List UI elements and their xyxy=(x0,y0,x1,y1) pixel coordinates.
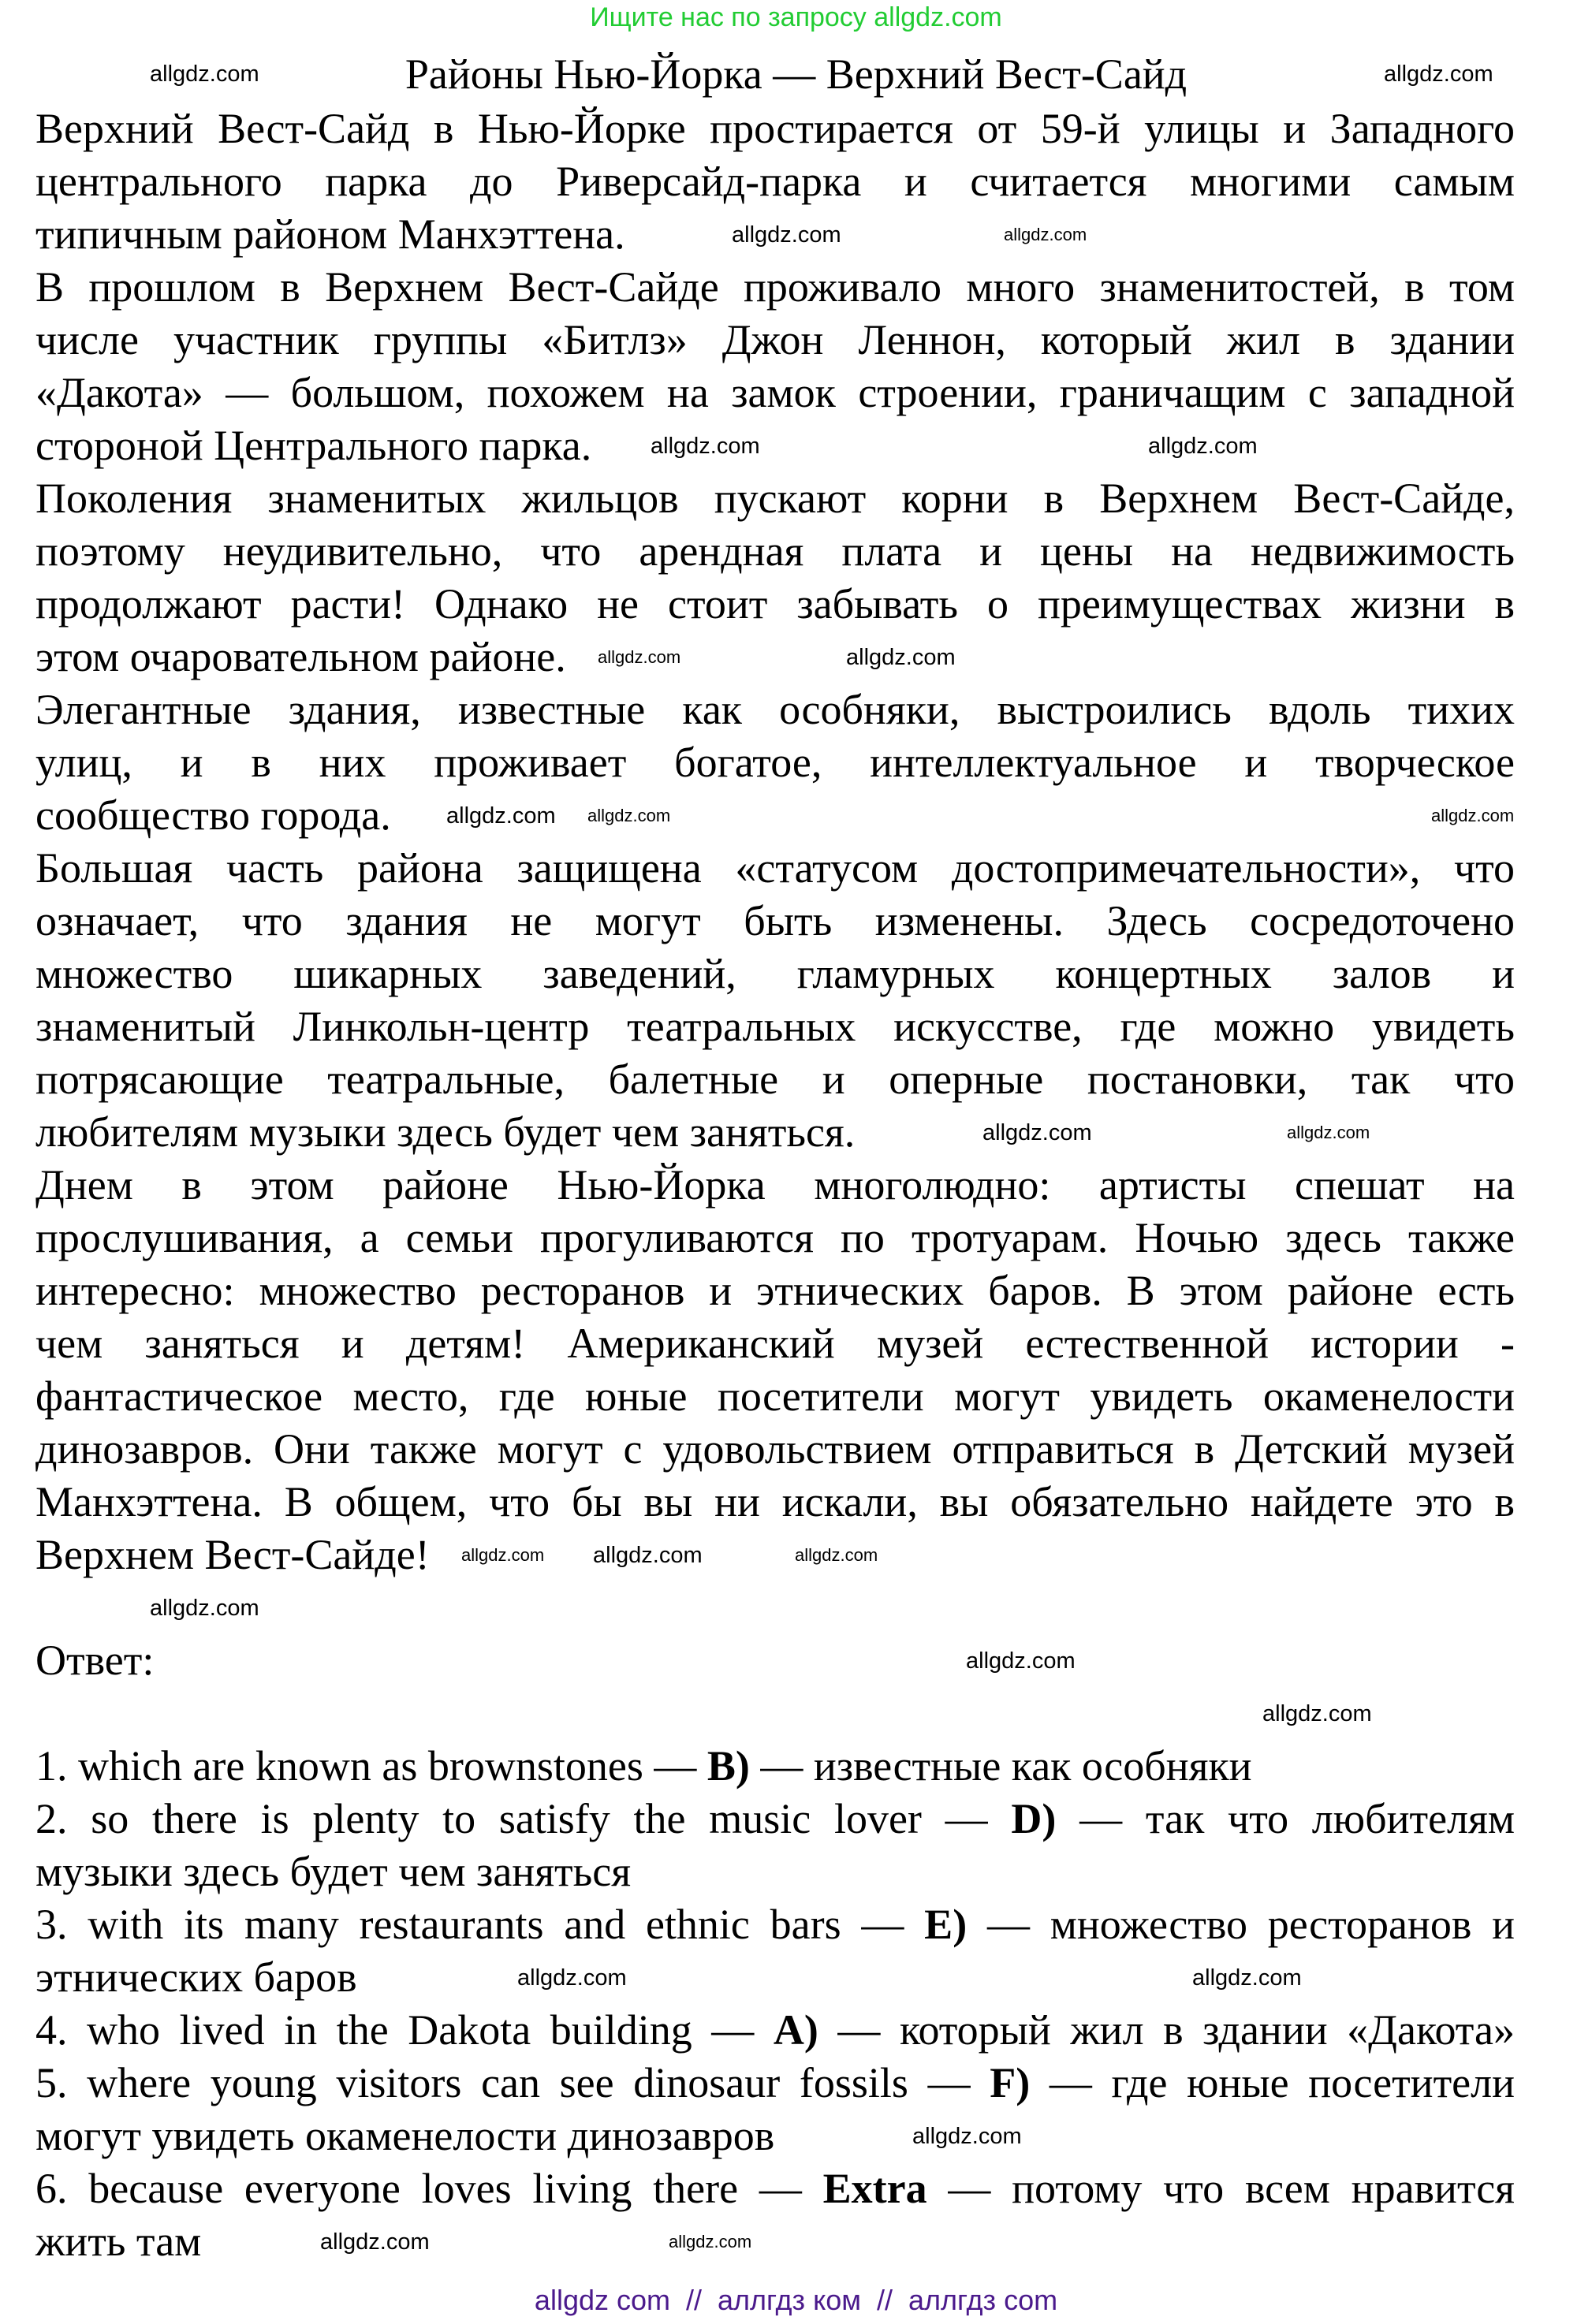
page-title-text: Районы Нью-Йорка — Верхний Вест-Сайд xyxy=(405,50,1187,98)
text-line xyxy=(35,1212,1515,1264)
text-segment: — где юные посетители xyxy=(1030,2059,1515,2106)
text-line xyxy=(35,1053,1515,1106)
text-line-content xyxy=(35,1531,430,1578)
text-line xyxy=(35,2215,1515,2268)
text-line-content xyxy=(35,1795,1515,1842)
text-segment: — известные как особняки xyxy=(749,1742,1252,1790)
text-line-content xyxy=(35,1901,1515,1948)
text-segment: 5. where young visitors can see dinosaur fossils — xyxy=(35,2059,990,2106)
text-line-content xyxy=(35,2059,1515,2106)
watermark: allgdz.com xyxy=(982,1120,1092,1145)
text-segment: Манхэттена. В общем, что бы вы ни искали, вы обязательно найдете это в xyxy=(35,1478,1515,1525)
watermark: allgdz.com xyxy=(732,222,841,248)
text-line-content xyxy=(35,633,566,680)
text-line xyxy=(35,842,1515,895)
text-line xyxy=(35,1159,1515,1212)
text-segment: фантастическое место, где юные посетители могут увидеть окаменелости xyxy=(35,1372,1515,1420)
text-segment: этнических баров xyxy=(35,1953,357,2001)
text-segment: Верхнем Вест-Сайде! xyxy=(35,1531,430,1578)
text-segment: В прошлом в Верхнем Вест-Сайде проживало много знаменитостей, в том xyxy=(35,263,1515,311)
text-line xyxy=(35,2004,1515,2057)
text-line-content xyxy=(35,263,1515,311)
text-segment: 1. which are known as brownstones — xyxy=(35,1742,707,1790)
answer-letter: B) xyxy=(707,1742,750,1790)
watermark: allgdz.com xyxy=(795,1545,878,1565)
text-segment: чем заняться и детям! Американский музей естественной истории - xyxy=(35,1320,1515,1367)
text-line-content xyxy=(35,580,1515,628)
text-segment: означает, что здания не могут быть изменены. Здесь сосредоточено xyxy=(35,897,1515,944)
footer-links: allgdz com // аллгдз ком // аллгдз com xyxy=(534,2284,1058,2316)
text-line xyxy=(35,1370,1515,1423)
text-line-content xyxy=(35,1953,357,2001)
text-line-content xyxy=(35,422,591,469)
text-line xyxy=(35,1898,1515,1951)
text-line xyxy=(35,1423,1515,1476)
watermark: allgdz.com xyxy=(1287,1123,1370,1142)
text-line-content xyxy=(35,686,1515,733)
text-line-content xyxy=(35,369,1515,416)
document-body xyxy=(35,102,1515,2268)
text-line-content xyxy=(35,2165,1515,2212)
text-line xyxy=(35,472,1515,525)
text-line xyxy=(35,1634,1515,1687)
text-segment: 6. because everyone loves living there — xyxy=(35,2165,823,2212)
text-segment: Днем в этом районе Нью-Йорка многолюдно: артисты спешат на xyxy=(35,1161,1515,1209)
watermark: allgdz.com xyxy=(446,803,556,829)
text-segment: поэтому неудивительно, что арендная плата и цены на недвижимость xyxy=(35,527,1515,575)
answer-letter: Extra xyxy=(822,2165,927,2212)
watermark: allgdz.com xyxy=(320,2229,430,2255)
text-segment: улиц, и в них проживает богатое, интеллектуальное и творческое xyxy=(35,739,1515,786)
watermark: allgdz.com xyxy=(1192,1965,1302,1991)
text-segment: продолжают расти! Однако не стоит забывать о преимуществах жизни в xyxy=(35,580,1515,628)
text-segment: сообщество города. xyxy=(35,791,391,839)
watermark: allgdz.com xyxy=(846,645,956,670)
text-line xyxy=(35,631,1515,683)
text-line-content xyxy=(35,791,391,839)
text-line xyxy=(35,1793,1515,1845)
text-segment: — потому что всем нравится xyxy=(926,2165,1516,2212)
text-line xyxy=(35,895,1515,948)
watermark: allgdz.com xyxy=(150,61,259,87)
text-line-content xyxy=(35,2006,1515,2054)
text-segment: типичным районом Манхэттена. xyxy=(35,210,625,258)
text-line-content xyxy=(35,739,1515,786)
text-segment: этом очаровательном районе. xyxy=(35,633,566,680)
text-segment: «Дакота» — большом, похожем на замок строении, граничащим с западной xyxy=(35,369,1515,416)
text-segment: 4. who lived in the Dakota building — xyxy=(35,2006,774,2054)
watermark: allgdz.com xyxy=(150,1596,259,1621)
text-line xyxy=(35,102,1515,155)
text-line xyxy=(35,1264,1515,1317)
text-line-content xyxy=(35,210,625,258)
text-line-content xyxy=(35,1848,631,1895)
text-segment: — который жил в здании «Дакота» xyxy=(818,2006,1515,2054)
text-line-content xyxy=(35,316,1515,363)
answer-letter: D) xyxy=(1011,1795,1057,1842)
text-segment: Верхний Вест-Сайд в Нью-Йорке простирается от 59-й улицы и Западного xyxy=(35,105,1515,152)
promo-banner xyxy=(0,0,1592,35)
watermark: allgdz.com xyxy=(1431,806,1515,825)
watermark: allgdz.com xyxy=(912,2124,1022,2149)
watermark: allgdz.com xyxy=(517,1965,627,1991)
text-segment: жить там xyxy=(35,2218,202,2265)
text-line xyxy=(35,1845,1515,1898)
text-line-content xyxy=(35,1161,1515,1209)
text-line xyxy=(35,683,1515,736)
watermark: allgdz.com xyxy=(651,434,760,459)
answer-letter: E) xyxy=(924,1901,968,1948)
text-line-content xyxy=(35,897,1515,944)
watermark: allgdz.com xyxy=(1262,1701,1372,1726)
text-line-content xyxy=(35,2112,774,2159)
text-segment: числе участник группы «Битлз» Джон Леннон, который жил в здании xyxy=(35,316,1515,363)
watermark: allgdz.com xyxy=(669,2232,752,2251)
text-segment: — множество ресторанов и xyxy=(967,1901,1515,1948)
text-line-content xyxy=(35,1267,1515,1314)
text-segment: 2. so there is plenty to satisfy the music lover — xyxy=(35,1795,1012,1842)
answer-letter: F) xyxy=(990,2059,1031,2106)
text-line xyxy=(35,155,1515,208)
watermark: allgdz.com xyxy=(1004,225,1087,244)
watermark: allgdz.com xyxy=(598,647,681,667)
watermark: allgdz.com xyxy=(461,1545,545,1565)
text-line-content xyxy=(35,475,1515,522)
text-line xyxy=(35,367,1515,419)
watermark: allgdz.com xyxy=(1148,434,1258,459)
text-line-content xyxy=(35,158,1515,205)
text-line-content xyxy=(35,1478,1515,1525)
answer-letter: A) xyxy=(773,2006,818,2054)
promo-text: Ищите нас по запросу allgdz.com xyxy=(590,2,1002,32)
text-line xyxy=(35,578,1515,631)
text-line xyxy=(35,736,1515,789)
watermark: allgdz.com xyxy=(1384,61,1493,87)
text-line xyxy=(35,314,1515,367)
text-segment: любителям музыки здесь будет чем заняться. xyxy=(35,1108,856,1156)
text-segment: центрального парка до Риверсайд-парка и считается многими самым xyxy=(35,158,1515,205)
text-line xyxy=(35,261,1515,314)
text-segment: знаменитый Линкольн-центр театральных искусстве, где можно увидеть xyxy=(35,1003,1515,1050)
watermark: allgdz.com xyxy=(587,806,671,825)
text-segment: 3. with its many restaurants and ethnic bars — xyxy=(35,1901,925,1948)
text-line xyxy=(35,1740,1515,1793)
text-line xyxy=(35,1529,1515,1581)
text-line xyxy=(35,948,1515,1000)
text-line-content xyxy=(35,1372,1515,1420)
text-segment: Поколения знаменитых жильцов пускают корни в Верхнем Вест-Сайде, xyxy=(35,475,1515,522)
watermark: allgdz.com xyxy=(593,1543,703,1568)
text-segment: динозавров. Они также могут с удовольствием отправиться в Детский музей xyxy=(35,1425,1515,1473)
text-line-content xyxy=(35,844,1515,892)
text-segment: множество шикарных заведений, гламурных концертных залов и xyxy=(35,950,1515,997)
watermark: allgdz.com xyxy=(966,1648,1076,1674)
text-line-content xyxy=(35,1003,1515,1050)
text-segment: — так что любителям xyxy=(1056,1795,1515,1842)
text-segment: потрясающие театральные, балетные и оперные постановки, так что xyxy=(35,1056,1515,1103)
text-segment: музыки здесь будет чем заняться xyxy=(35,1848,632,1895)
text-line-content xyxy=(35,527,1515,575)
text-line xyxy=(35,1000,1515,1053)
text-line-content xyxy=(35,105,1515,152)
text-line xyxy=(35,789,1515,842)
text-line xyxy=(35,2110,1515,2162)
text-line-content xyxy=(35,1742,1252,1790)
text-segment: Большая часть района защищена «статусом достопримечательности», что xyxy=(35,844,1515,892)
text-segment: могут увидеть окаменелости динозавров xyxy=(35,2112,775,2159)
text-line-content xyxy=(35,950,1515,997)
text-segment: интересно: множество ресторанов и этнических баров. В этом районе есть xyxy=(35,1267,1515,1314)
text-line xyxy=(35,1476,1515,1529)
text-line xyxy=(35,2057,1515,2110)
text-line-content xyxy=(35,1425,1515,1473)
text-line xyxy=(35,419,1515,472)
text-line xyxy=(35,2162,1515,2215)
text-line-content xyxy=(35,1637,154,1684)
text-line-content xyxy=(35,1108,855,1156)
text-line xyxy=(35,525,1515,578)
text-segment: прослушивания, а семьи прогуливаются по тротуарам. Ночью здесь также xyxy=(35,1214,1515,1261)
text-line-content xyxy=(35,1320,1515,1367)
text-segment: Элегантные здания, известные как особняки, выстроились вдоль тихих xyxy=(35,686,1515,733)
text-segment: стороной Центрального парка. xyxy=(35,422,592,469)
text-line-content xyxy=(35,1214,1515,1261)
text-line-content xyxy=(35,2218,201,2265)
text-line xyxy=(35,1317,1515,1370)
text-line-content xyxy=(35,1056,1515,1103)
text-segment: Ответ: xyxy=(35,1637,155,1684)
